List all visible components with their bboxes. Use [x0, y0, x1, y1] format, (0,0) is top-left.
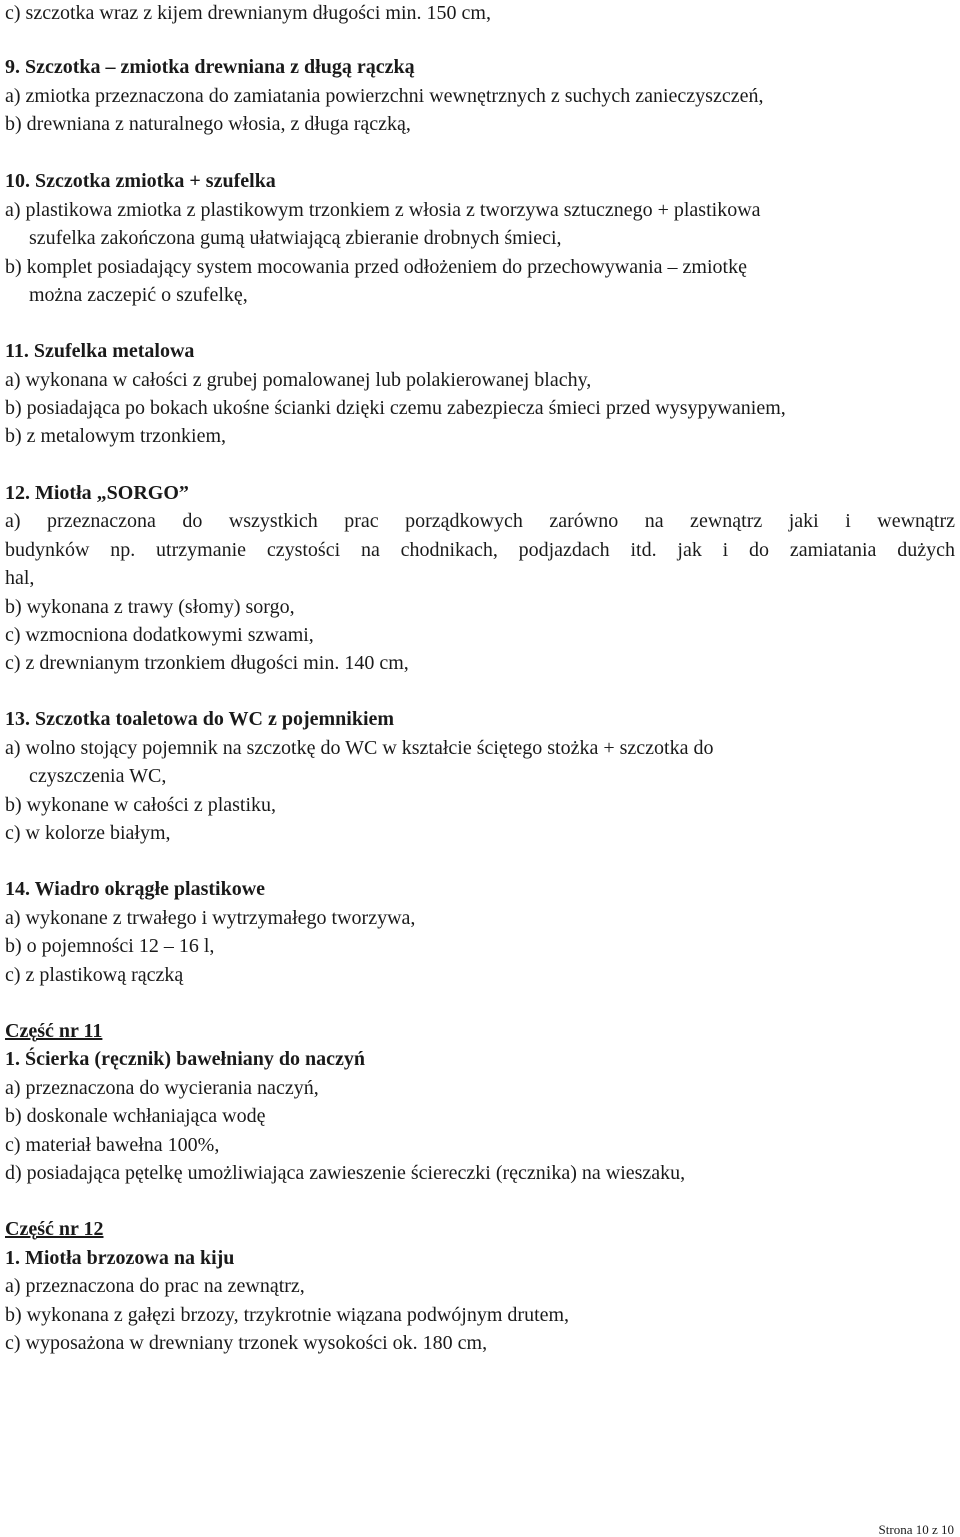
text-line: budynków np. utrzymanie czystości na chodnikach, podjazdach itd. jak i do zamiatania dużych — [5, 539, 955, 561]
text-line: a) przeznaczona do wycierania naczyń, — [5, 1077, 319, 1099]
text-line: czyszczenia WC, — [29, 765, 167, 787]
text-line: d) posiadająca pętelkę umożliwiająca zawieszenie ściereczki (ręcznika) na wieszaku, — [5, 1162, 686, 1184]
text-line: b) drewniana z naturalnego włosia, z długa rączką, — [5, 113, 411, 135]
text-line: a) plastikowa zmiotka z plastikowym trzonkiem z włosia z tworzywa sztucznego + plastikowa — [5, 199, 761, 221]
part-heading: Część nr 11 — [5, 1020, 103, 1042]
text-line: b) posiadająca po bokach ukośne ścianki dzięki czemu zabezpiecza śmieci przed wysypywaniem, — [5, 397, 786, 419]
text-line: c) wyposażona w drewniany trzonek wysokości ok. 180 cm, — [5, 1332, 488, 1354]
section-heading: 13. Szczotka toaletowa do WC z pojemnikiem — [5, 708, 395, 730]
text-line: a) wykonana w całości z grubej pomalowanej lub polakierowanej blachy, — [5, 369, 592, 391]
section-heading: 14. Wiadro okrągłe plastikowe — [5, 878, 266, 900]
text-line: b) komplet posiadający system mocowania przed odłożeniem do przechowywania – zmiotkę — [5, 256, 747, 278]
text-line: b) wykonana z gałęzi brzozy, trzykrotnie wiązana podwójnym drutem, — [5, 1304, 570, 1326]
text-line: szufelka zakończona gumą ułatwiającą zbieranie drobnych śmieci, — [29, 227, 562, 249]
text-line: a) wykonane z trwałego i wytrzymałego tworzywa, — [5, 907, 416, 929]
text-line: a) przeznaczona do prac na zewnątrz, — [5, 1275, 305, 1297]
text-line: b) wykonane w całości z plastiku, — [5, 794, 277, 816]
text-line: a) wolno stojący pojemnik na szczotkę do WC w kształcie ściętego stożka + szczotka do — [5, 737, 714, 759]
text-line: c) materiał bawełna 100%, — [5, 1134, 220, 1156]
section-heading: 10. Szczotka zmiotka + szufelka — [5, 170, 276, 192]
part-heading: Część nr 12 — [5, 1218, 104, 1240]
text-line: c) z drewnianym trzonkiem długości min. 140 cm, — [5, 652, 409, 674]
text-line: c) wzmocniona dodatkowymi szwami, — [5, 624, 314, 646]
text-line: b) wykonana z trawy (słomy) sorgo, — [5, 596, 295, 618]
text-line: b) z metalowym trzonkiem, — [5, 425, 227, 447]
text-line: c) szczotka wraz z kijem drewnianym długości min. 150 cm, — [5, 2, 491, 24]
text-line: hal, — [5, 567, 35, 589]
text-line: a) zmiotka przeznaczona do zamiatania powierzchni wewnętrznych z suchych zanieczyszczeń, — [5, 85, 764, 107]
section-heading: 11. Szufelka metalowa — [5, 340, 195, 362]
text-line: można zaczepić o szufelkę, — [29, 284, 248, 306]
text-line: b) doskonale wchłaniająca wodę — [5, 1105, 266, 1127]
text-line: b) o pojemności 12 – 16 l, — [5, 935, 215, 957]
section-heading: 12. Miotła „SORGO” — [5, 482, 189, 504]
text-line: c) z plastikową rączką — [5, 964, 184, 986]
text-line: a) przeznaczona do wszystkich prac porządkowych zarówno na zewnątrz jaki i wewnątrz — [5, 510, 955, 532]
section-heading: 1. Ścierka (ręcznik) bawełniany do naczyń — [5, 1048, 365, 1070]
section-heading: 1. Miotła brzozowa na kiju — [5, 1247, 235, 1269]
text-line: c) w kolorze białym, — [5, 822, 171, 844]
section-heading: 9. Szczotka – zmiotka drewniana z długą rączką — [5, 56, 415, 78]
page-number: Strona 10 z 10 — [878, 1522, 954, 1537]
